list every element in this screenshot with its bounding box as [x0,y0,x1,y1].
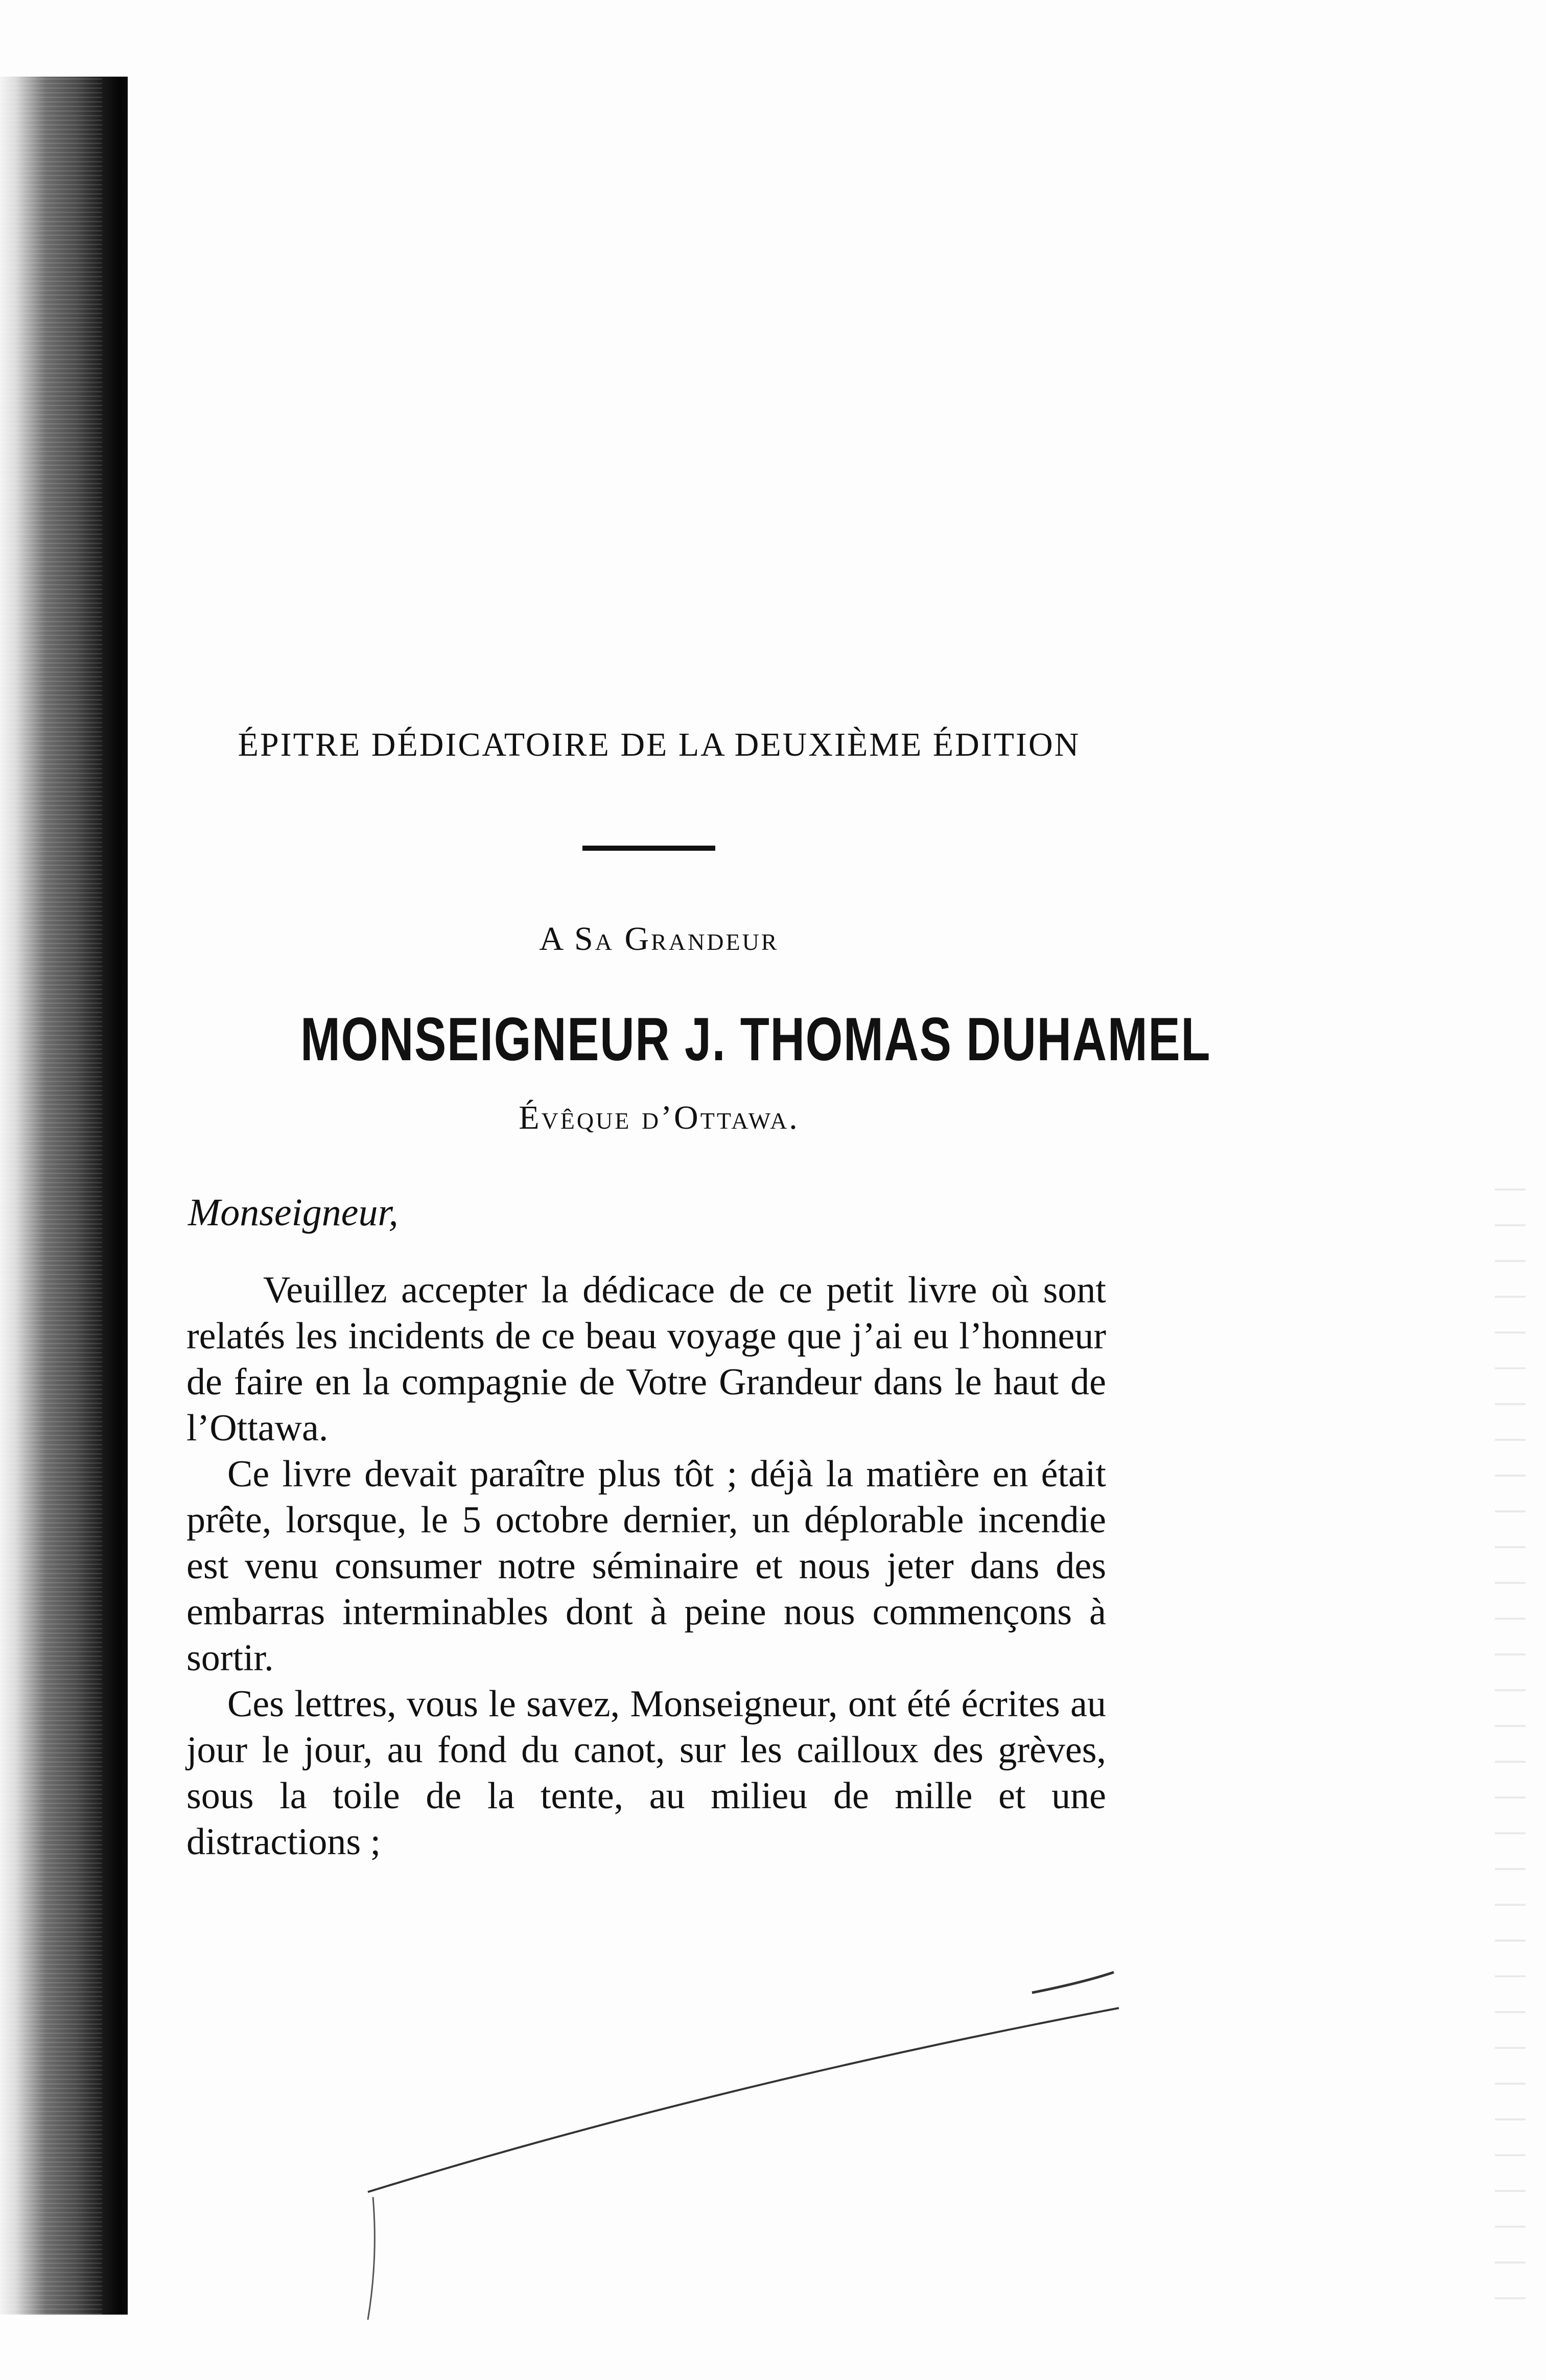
paragraph-3: Ces lettres, vous le savez, Monseigneur, ont été écrites au jour le jour, au fond du canot, sur les cailloux des grèves, sous la toile de la tente, au milieu de mille et une distractions ; [186,1683,1106,1863]
pencil-stroke-long [368,2008,1119,2192]
scan-specks [1495,1175,1526,2299]
scan-noise [0,77,102,2315]
heading-rule [582,846,715,851]
paragraph-1: Veuillez accepter la dédicace de ce petit livre où sont relatés les incidents de ce beau voyage que j’ai eu l’honneur de faire en la compagnie de Votre Grandeur dans le haut de l’Ottawa. [186,1269,1106,1449]
recipient-title: Évêque d’Ottawa. [519,1099,800,1136]
dedication-line: A Sa Grandeur [539,920,779,958]
dedication-heading: ÉPITRE DÉDICATOIRE DE LA DEUXIÈME ÉDITION [238,726,1081,763]
pencil-stroke-vertical [368,2197,374,2320]
salutation: Monseigneur, [188,1191,399,1234]
pencil-stroke-short [1032,1972,1114,1993]
recipient-name: MONSEIGNEUR J. THOMAS DUHAMEL [300,1005,1211,1074]
body-text [186,1267,1106,1865]
paragraph-2: Ce livre devait paraître plus tôt ; déjà la matière en était prête, lorsque, le 5 octobre dernier, un déplorable incendie est venu consumer notre séminaire et nous jeter dans des embarras interminables dont à peine nous commençons à sortir. [186,1453,1106,1679]
